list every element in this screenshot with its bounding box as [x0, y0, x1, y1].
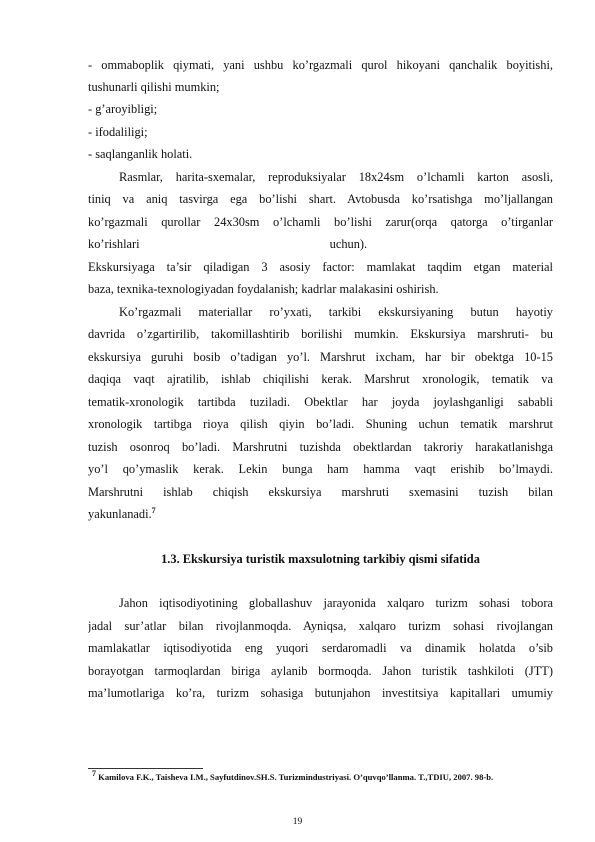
paragraph-line: ko’rgazmali qurollar 24x30sm o’lchamli bo’lishi zarur(orqa qatorga o’tirganlar — [88, 215, 553, 229]
paragraph-line: tematik-xronologik tartibda tuziladi. Obektlar har joyda joylashganligi sababli — [88, 395, 553, 409]
footnote-number: 7 — [92, 769, 96, 779]
section-heading: 1.3. Ekskursiya turistik maxsulotning tarkibiy qismi sifatida — [161, 552, 480, 566]
page-number: 19 — [292, 817, 303, 827]
paragraph-line: ma’lumotlariga ko’ra, turizm sohasiga butunjahon investitsiya kapitallari umumiy — [88, 686, 553, 700]
paragraph-line — [88, 237, 553, 252]
footnote-reference[interactable]: 7 — [151, 505, 156, 515]
paragraph-fragment: yakunlanadi. — [88, 507, 152, 521]
footnote — [92, 769, 494, 783]
bullet-line: - ommaboplik qiymati, yani ushbu ko’rgazmali qurol hikoyani qanchalik boyitishi, — [88, 58, 553, 72]
paragraph-line: Ekskursiyaga ta’sir qiladigan 3 asosiy factor: mamlakat taqdim etgan material — [88, 260, 553, 274]
paragraph-line: mamlakatlar iqtisodiyotida eng yuqori serdaromadli va dinamik holatda o’sib — [88, 641, 553, 655]
paragraph-line: borayotgan tarmoqlardan biriga aylanib bormoqda. Jahon turistik tashkiloti (JTT) — [88, 664, 553, 678]
bullet-line: - ifodaliligi; — [88, 125, 148, 139]
bullet-line: - g’aroyibligi; — [88, 102, 158, 116]
paragraph-line: xronologik tartibga rioya qilish qiyin bo’ladi. Shuning uchun tematik marshrut — [88, 417, 553, 431]
bullet-line: - saqlanganlik holati. — [88, 147, 193, 161]
footnote-text: Kamilova F.K., Taisheva I.M., Sayfutdinov.SH.S. Turizmindustriyasi. O’quvqo’llanma. T.,TDIU, 2007. 98-b. — [96, 772, 494, 782]
paragraph-line: daqiqa vaqt ajratilib, ishlab chiqilishi kerak. Marshrut xronologik, tematik va — [88, 372, 553, 386]
bullet-line: tushunarli qilishi mumkin; — [88, 80, 220, 94]
paragraph-line: jadal sur’atlar bilan rivojlanmoqda. Ayniqsa, xalqaro turizm sohasi rivojlangan — [88, 619, 553, 633]
paragraph-line: Marshrutni ishlab chiqish ekskursiya marshruti sxemasini tuzish bilan — [88, 485, 553, 499]
paragraph-line: Jahon iqtisodiyotining globallashuv jarayonida xalqaro turizm sohasi tobora — [119, 596, 553, 610]
paragraph-line: yo’l qo’ymaslik kerak. Lekin bunga ham hamma vaqt erishib bo’lmaydi. — [88, 462, 553, 476]
paragraph-fragment: uchun). — [329, 237, 368, 251]
paragraph-line: tiniq va aniq tasvirga ega bo’lishi shart. Avtobusda ko’rsatishga mo’ljallangan — [88, 192, 553, 206]
paragraph-line: ekskursiya guruhi bosib o’tadigan yo’l. Marshrut ixcham, har bir obektga 10-15 — [88, 350, 553, 364]
paragraph-line — [88, 507, 553, 522]
paragraph-line: tuzish osonroq bo’ladi. Marshrutni tuzishda obektlardan takroriy harakatlanishga — [88, 440, 553, 454]
footnote-divider — [88, 768, 203, 769]
paragraph-line: baza, texnika-texnologiyadan foydalanish; kadrlar malakasini oshirish. — [88, 282, 439, 296]
paragraph-line: davrida o’zgartirilib, takomillashtirib borilishi mumkin. Ekskursiya marshruti- bu — [88, 327, 553, 341]
paragraph-fragment: ko’rishlari — [88, 237, 140, 251]
paragraph-line: Rasmlar, harita-sxemalar, reproduksiyalar 18x24sm o’lchamli karton asosli, — [119, 170, 553, 184]
paragraph-line: Ko’rgazmali materiallar ro’yxati, tarkibi ekskursiyaning butun hayotiy — [119, 305, 553, 319]
